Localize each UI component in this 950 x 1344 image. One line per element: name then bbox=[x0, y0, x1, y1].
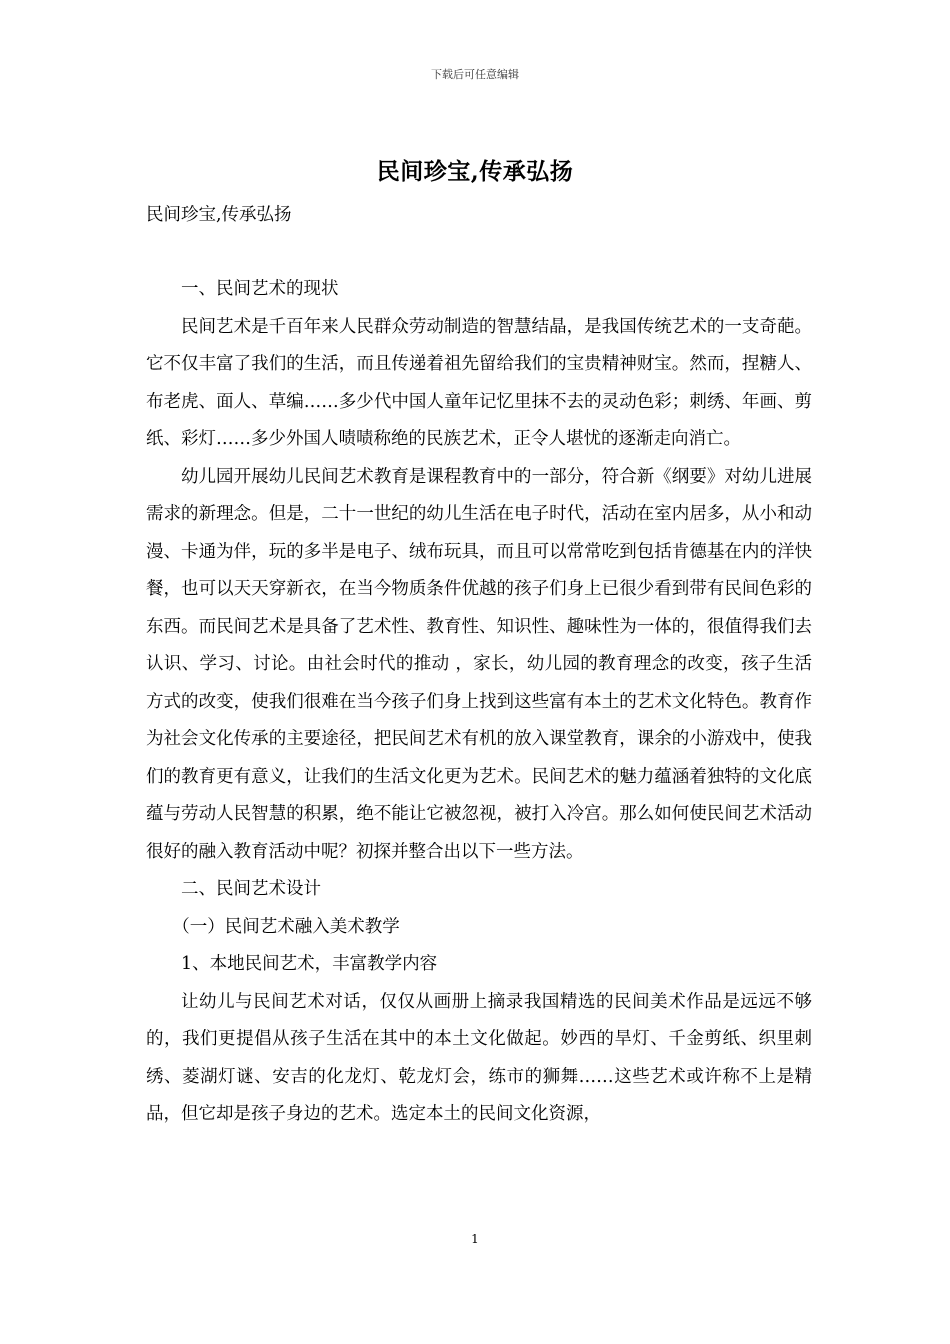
section-heading-2: 二、民间艺术设计 bbox=[181, 879, 321, 899]
document-body bbox=[146, 271, 812, 1134]
section-heading-1: 一、民间艺术的现状 bbox=[181, 279, 339, 299]
paragraph-2: 幼儿园开展幼儿民间艺术教育是课程教育中的一部分，符合新《纲要》对幼儿进展需求的新理念。但是，二十一世纪的幼儿生活在电子时代，活动在室内居多，从小和动漫、卡通为伴，玩的多半是电子、绒布玩具，而且可以常常吃到包括肯德基在内的洋快餐，也可以天天穿新衣，在当今物质条件优越的孩子们身上已很少看到带有民间色彩的东西。而民间艺术是具备了艺术性、教育性、知识性、趣味性为一体的，很值得我们去认识、学习、讨论。由社会时代的推动 ，家长，幼儿园的教育理念的改变，孩子生活方式的改变，使我们很难在当今孩子们身上找到这些富有本土的艺术文化特色。教育作为社会文化传承的主要途径，把民间艺术有机的放入课堂教育，课余的小游戏中，使我们的教育更有意义，让我们的生活文化更为艺术。民间艺术的魅力蕴涵着独特的文化底蕴与劳动人民智慧的积累，绝不能让它被忽视，被打入冷宫。那么如何使民间艺术活动很好的融入教育活动中呢？初探并整合出以下一些方法。 bbox=[146, 466, 812, 862]
page-number: 1 bbox=[471, 1232, 479, 1246]
document-title: 民间珍宝,传承弘扬 bbox=[376, 158, 574, 185]
paragraph-3: 让幼儿与民间艺术对话，仅仅从画册上摘录我国精选的民间美术作品是远远不够的，我们更提倡从孩子生活在其中的本土文化做起。妙西的旱灯、千金剪纸、织里刺绣、菱湖灯谜、安吉的化龙灯、乾龙灯会，练市的狮舞……这些艺术或许称不上是精品，但它却是孩子身边的艺术。选定本土的民间文化资源， bbox=[146, 991, 812, 1124]
paragraph-1: 民间艺术是千百年来人民群众劳动制造的智慧结晶，是我国传统艺术的一支奇葩。它不仅丰富了我们的生活，而且传递着祖先留给我们的宝贵精神财宝。然而，捏糖人、布老虎、面人、草编……多少代中国人童年记忆里抹不去的灵动色彩；刺绣、年画、剪纸、彩灯……多少外国人啧啧称绝的民族艺术，正令人堪忧的逐渐走向消亡。 bbox=[146, 316, 812, 449]
section-heading-3: （一）民间艺术融入美术教学 bbox=[172, 916, 400, 937]
page-header-note: 下载后可任意编辑 bbox=[431, 68, 519, 81]
section-heading-4: 1、本地民间艺术，丰富教学内容 bbox=[181, 954, 438, 974]
document-subtitle: 民间珍宝,传承弘扬 bbox=[146, 205, 292, 225]
